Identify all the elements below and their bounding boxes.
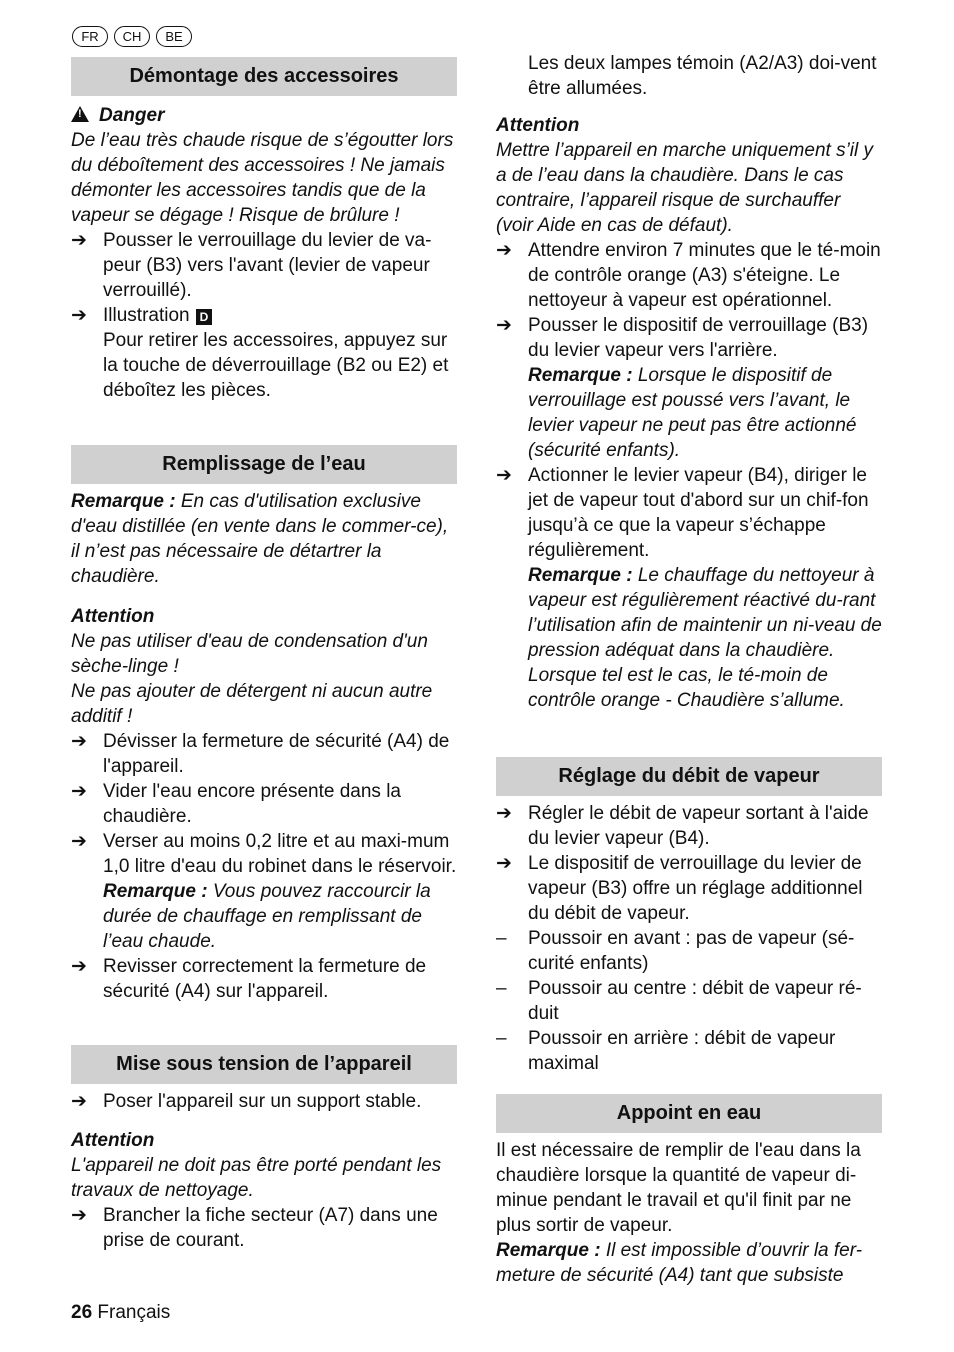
section-remplissage: [71, 489, 457, 1004]
arrow-icon: ➔: [71, 230, 87, 251]
arrow-icon: ➔: [496, 315, 512, 336]
heading-demontage: Démontage des accessoires: [71, 57, 457, 96]
remark: Remarque : En cas d'utilisation exclusive d'eau distillée (en vente dans le commer-ce), il n’est pas nécessaire de détartrer la chaudière.: [71, 491, 449, 587]
heading-appoint: Appoint en eau: [496, 1094, 882, 1133]
attention-label: Attention: [71, 1130, 155, 1151]
heading-reglage: Réglage du débit de vapeur: [496, 757, 882, 796]
section-reglage: [496, 801, 882, 1076]
step-remark: Remarque : Lorsque le dispositif de verrouillage est poussé vers l’avant, le levier vapeur ne peut pas être actionné (sécurité enfants).: [528, 365, 857, 461]
attention-label: Attention: [71, 606, 155, 627]
attention-text: L'appareil ne doit pas être porté pendant les travaux de nettoyage.: [71, 1155, 442, 1201]
step-item: ➔ Poser l'appareil sur un support stable.: [71, 1091, 422, 1112]
heading-remplissage: Remplissage de l’eau: [71, 445, 457, 484]
step-item: ➔ Vider l'eau encore présente dans la chaudière.: [71, 781, 401, 827]
step-item: ➔ Illustration D: [71, 303, 457, 328]
section-mise-en-marche: [496, 113, 882, 713]
step-detail: Pour retirer les accessoires, appuyez sur la touche de déverrouillage (B2 ou E2) et déboîtez les pièces.: [103, 330, 449, 401]
danger-heading: !Danger: [71, 103, 457, 128]
attention-label: Attention: [496, 115, 580, 136]
remark: Remarque : Il est impossible d’ouvrir la fer-meture de sécurité (A4) tant que subsiste: [496, 1240, 863, 1286]
danger-text: De l’eau très chaude risque de s’égoutter lors du déboîtement des accessoires ! Ne jamais démonter les accessoires tandis que de la vapeur se dégage ! Risque de brûlure !: [71, 130, 454, 226]
dash-item: – Poussoir au centre : débit de vapeur ré-duit: [496, 978, 862, 1024]
step-item: ➔ Brancher la fiche secteur (A7) dans une prise de courant.: [71, 1205, 438, 1251]
step-item: ➔ Le dispositif de verrouillage du levier de vapeur (B3) offre un réglage additionnel du débit de vapeur.: [496, 853, 863, 924]
step-item: ➔ Attendre environ 7 minutes que le té-moin de contrôle orange (A3) s'éteigne. Le nettoyeur à vapeur est opérationnel.: [496, 240, 881, 311]
step-item: ➔ Pousser le dispositif de verrouillage (B3) du levier vapeur vers l'arrière.: [496, 315, 869, 361]
step-item: ➔ Dévisser la fermeture de sécurité (A4) de l'appareil.: [71, 731, 450, 777]
page-footer: [71, 1300, 170, 1325]
arrow-icon: ➔: [71, 731, 87, 752]
continued-text: Les deux lampes témoin (A2/A3) doi-vent être allumées.: [528, 53, 877, 99]
badge-fr: FR: [72, 26, 108, 47]
arrow-icon: ➔: [71, 1205, 87, 1226]
step-item: ➔ Pousser le verrouillage du levier de va-peur (B3) vers l'avant (levier de vapeur verrouillé).: [71, 230, 432, 301]
step-item: ➔ Revisser correctement la fermeture de sécurité (A4) sur l'appareil.: [71, 956, 427, 1002]
footer-language: Français: [97, 1302, 171, 1323]
section-appoint: [496, 1138, 882, 1288]
badge-ch: CH: [114, 26, 150, 47]
heading-mise-sous-tension: Mise sous tension de l’appareil: [71, 1045, 457, 1084]
step-remark: Remarque : Vous pouvez raccourcir la durée de chauffage en remplissant de l’eau chaude.: [103, 881, 431, 952]
arrow-icon: ➔: [496, 853, 512, 874]
warning-icon: [71, 106, 89, 122]
dash-marker: –: [496, 978, 507, 999]
language-badges: [72, 26, 192, 47]
illustration-d-icon: D: [196, 309, 213, 325]
step-item: ➔ Actionner le levier vapeur (B4), diriger le jet de vapeur tout d'abord sur un chif-fon jusqu’à ce que la vapeur s’échappe régulièrement.: [496, 465, 869, 561]
arrow-icon: ➔: [71, 831, 87, 852]
section-demontage: [71, 103, 457, 403]
section-mise-sous-tension: [71, 1089, 457, 1253]
step-item: ➔ Verser au moins 0,2 litre et au maxi-mum 1,0 litre d'eau du robinet dans le réservoir.: [71, 831, 457, 877]
arrow-icon: ➔: [496, 465, 512, 486]
attention-line: Ne pas utiliser d'eau de condensation d'un sèche-linge !: [71, 631, 428, 677]
attention-line: Ne pas ajouter de détergent ni aucun autre additif !: [71, 681, 433, 727]
arrow-icon: ➔: [71, 305, 87, 326]
step-item: ➔ Régler le débit de vapeur sortant à l'aide du levier vapeur (B4).: [496, 803, 869, 849]
dash-item: – Poussoir en avant : pas de vapeur (sé-curité enfants): [496, 928, 855, 974]
step-remark: Remarque : Le chauffage du nettoyeur à vapeur est régulièrement réactivé du-rant l’utilisation afin de maintenir un ni-veau de pression adéquat dans la chaudière. Lorsque tel est le cas, le té-moin de contrôle orange - Chaudière s’allume.: [528, 565, 882, 711]
dash-marker: –: [496, 1028, 507, 1049]
attention-text: Mettre l’appareil en marche uniquement s’il y a de l’eau dans la chaudière. Dans le cas contraire, l’appareil risque de surchauffer (voir Aide en cas de défaut).: [496, 140, 874, 236]
page-number: 26: [71, 1302, 93, 1323]
arrow-icon: ➔: [496, 803, 512, 824]
body-text: Il est nécessaire de remplir de l'eau dans la chaudière lorsque la quantité de vapeur di-minue pendant le travail et qu'il finit par ne plus sortir de vapeur.: [496, 1140, 861, 1236]
arrow-icon: ➔: [71, 781, 87, 802]
badge-be: BE: [156, 26, 192, 47]
arrow-icon: ➔: [496, 240, 512, 261]
arrow-icon: ➔: [71, 1091, 87, 1112]
dash-item: – Poussoir en arrière : débit de vapeur maximal: [496, 1028, 836, 1074]
dash-marker: –: [496, 928, 507, 949]
arrow-icon: ➔: [71, 956, 87, 977]
